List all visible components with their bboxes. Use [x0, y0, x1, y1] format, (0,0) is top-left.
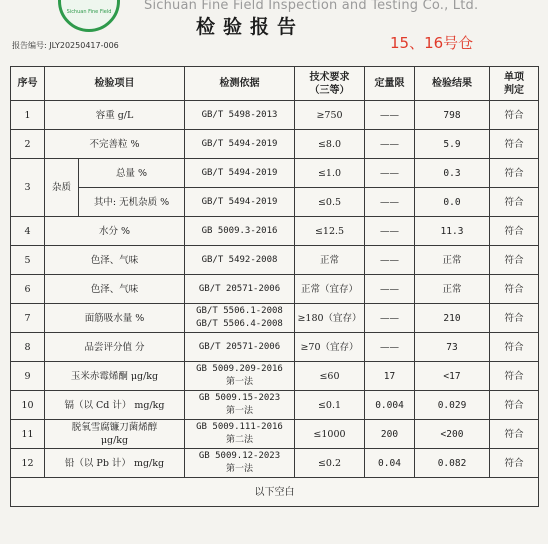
table-header-row: [11, 67, 539, 101]
cell-verdict: 符合: [490, 217, 539, 246]
cell-requirement: ≥750: [295, 101, 365, 130]
cell-result: 73: [415, 333, 490, 362]
cell-limit: ——: [365, 101, 415, 130]
cell-result: 0.029: [415, 391, 490, 420]
cell-limit: ——: [365, 275, 415, 304]
cell-limit: ——: [365, 246, 415, 275]
cell-item: 其中: 无机杂质 %: [79, 188, 185, 217]
cell-verdict: 符合: [490, 130, 539, 159]
table-row: [11, 362, 539, 391]
report-number: 报告编号: JLY20250417-006: [12, 41, 119, 50]
cell-seq: 2: [11, 130, 45, 159]
table-row: [11, 449, 539, 478]
cell-requirement: ≤1.0: [295, 159, 365, 188]
cell-verdict: 符合: [490, 449, 539, 478]
cell-limit: ——: [365, 333, 415, 362]
cell-basis: GB 5009.111-2016 第二法: [185, 420, 295, 449]
cell-seq: 11: [11, 420, 45, 449]
header-verdict: 单项 判定: [490, 67, 539, 101]
cell-item: 水分 %: [45, 217, 185, 246]
cell-seq: 12: [11, 449, 45, 478]
cell-verdict: 符合: [490, 362, 539, 391]
cell-limit: ——: [365, 159, 415, 188]
cell-result: 11.3: [415, 217, 490, 246]
cell-verdict: 符合: [490, 333, 539, 362]
table-row: [11, 130, 539, 159]
cell-item: 总量 %: [79, 159, 185, 188]
cell-result: 210: [415, 304, 490, 333]
cell-seq: 1: [11, 101, 45, 130]
cell-item: 容重 g/L: [45, 101, 185, 130]
table-row: [11, 159, 539, 188]
header-requirement: 技术要求 （三等）: [295, 67, 365, 101]
cell-item: 不完善粒 %: [45, 130, 185, 159]
cell-requirement: ≤0.2: [295, 449, 365, 478]
cell-basis: GB/T 5498-2013: [185, 101, 295, 130]
header-seq: 序号: [11, 67, 45, 101]
cell-limit: ——: [365, 304, 415, 333]
cell-requirement: ≥70（宜存）: [295, 333, 365, 362]
cell-basis: GB 5009.3-2016: [185, 217, 295, 246]
cell-seq: 7: [11, 304, 45, 333]
cell-item: 色泽、气味: [45, 275, 185, 304]
table-row: [11, 391, 539, 420]
table-row: [11, 101, 539, 130]
header-limit: 定量限: [365, 67, 415, 101]
cell-result: 正常: [415, 275, 490, 304]
header-result: 检验结果: [415, 67, 490, 101]
company-name: Sichuan Fine Field Inspection and Testing Co., Ltd.: [144, 0, 479, 13]
cell-item: 玉米赤霉烯酮 μg/kg: [45, 362, 185, 391]
cell-basis: GB 5009.209-2016 第一法: [185, 362, 295, 391]
cell-group: 杂质: [45, 159, 79, 217]
cell-basis: GB/T 5494-2019: [185, 159, 295, 188]
cell-basis: GB/T 5506.1-2008 GB/T 5506.4-2008: [185, 304, 295, 333]
cell-requirement: ≥180（宜存）: [295, 304, 365, 333]
cell-basis: GB 5009.15-2023 第一法: [185, 391, 295, 420]
cell-result: 798: [415, 101, 490, 130]
cell-requirement: ≤0.5: [295, 188, 365, 217]
cell-seq: 5: [11, 246, 45, 275]
cell-item: 镉（以 Cd 计） mg/kg: [45, 391, 185, 420]
header-item: 检验项目: [45, 67, 185, 101]
cell-verdict: 符合: [490, 304, 539, 333]
cell-result: 正常: [415, 246, 490, 275]
cell-limit: 0.004: [365, 391, 415, 420]
table-footer-row: [11, 478, 539, 507]
cell-result: <200: [415, 420, 490, 449]
cell-limit: 0.04: [365, 449, 415, 478]
logo-text: Sichuan Fine Field: [66, 9, 112, 15]
cell-requirement: 正常（宜存）: [295, 275, 365, 304]
cell-item: 品尝评分值 分: [45, 333, 185, 362]
cell-requirement: ≤12.5: [295, 217, 365, 246]
inspection-table: [10, 66, 539, 507]
company-logo: [58, 0, 120, 32]
cell-verdict: 符合: [490, 188, 539, 217]
cell-seq: 9: [11, 362, 45, 391]
table-row: [11, 275, 539, 304]
table-row: [11, 304, 539, 333]
header-basis: 检测依据: [185, 67, 295, 101]
cell-basis: GB/T 5494-2019: [185, 188, 295, 217]
table-row: [11, 420, 539, 449]
cell-verdict: 符合: [490, 246, 539, 275]
cell-result: 0.0: [415, 188, 490, 217]
cell-item: 面筋吸水量 %: [45, 304, 185, 333]
cell-verdict: 符合: [490, 275, 539, 304]
cell-verdict: 符合: [490, 159, 539, 188]
warehouse-note: 15、16号仓: [390, 34, 474, 52]
cell-limit: ——: [365, 130, 415, 159]
cell-basis: GB/T 20571-2006: [185, 275, 295, 304]
cell-result: 5.9: [415, 130, 490, 159]
page-title: 检验报告: [196, 16, 305, 38]
cell-result: 0.3: [415, 159, 490, 188]
cell-basis: GB/T 20571-2006: [185, 333, 295, 362]
cell-item: 色泽、气味: [45, 246, 185, 275]
cell-basis: GB/T 5494-2019: [185, 130, 295, 159]
cell-result: 0.082: [415, 449, 490, 478]
table-row: [11, 217, 539, 246]
cell-requirement: 正常: [295, 246, 365, 275]
cell-requirement: ≤1000: [295, 420, 365, 449]
cell-verdict: 符合: [490, 101, 539, 130]
cell-requirement: ≤8.0: [295, 130, 365, 159]
cell-seq: 8: [11, 333, 45, 362]
table-row: [11, 188, 539, 217]
cell-result: <17: [415, 362, 490, 391]
cell-limit: ——: [365, 217, 415, 246]
cell-requirement: ≤60: [295, 362, 365, 391]
cell-limit: 200: [365, 420, 415, 449]
table-row: [11, 246, 539, 275]
cell-verdict: 符合: [490, 391, 539, 420]
cell-item: 铅（以 Pb 计） mg/kg: [45, 449, 185, 478]
cell-basis: GB/T 5492-2008: [185, 246, 295, 275]
cell-verdict: 符合: [490, 420, 539, 449]
cell-seq: 3: [11, 159, 45, 217]
table-row: [11, 333, 539, 362]
cell-limit: 17: [365, 362, 415, 391]
cell-limit: ——: [365, 188, 415, 217]
cell-item: 脱氧雪腐镰刀菌烯醇 μg/kg: [45, 420, 185, 449]
cell-basis: GB 5009.12-2023 第一法: [185, 449, 295, 478]
cell-requirement: ≤0.1: [295, 391, 365, 420]
cell-seq: 4: [11, 217, 45, 246]
cell-seq: 6: [11, 275, 45, 304]
blank-below-note: 以下空白: [11, 478, 539, 507]
cell-seq: 10: [11, 391, 45, 420]
